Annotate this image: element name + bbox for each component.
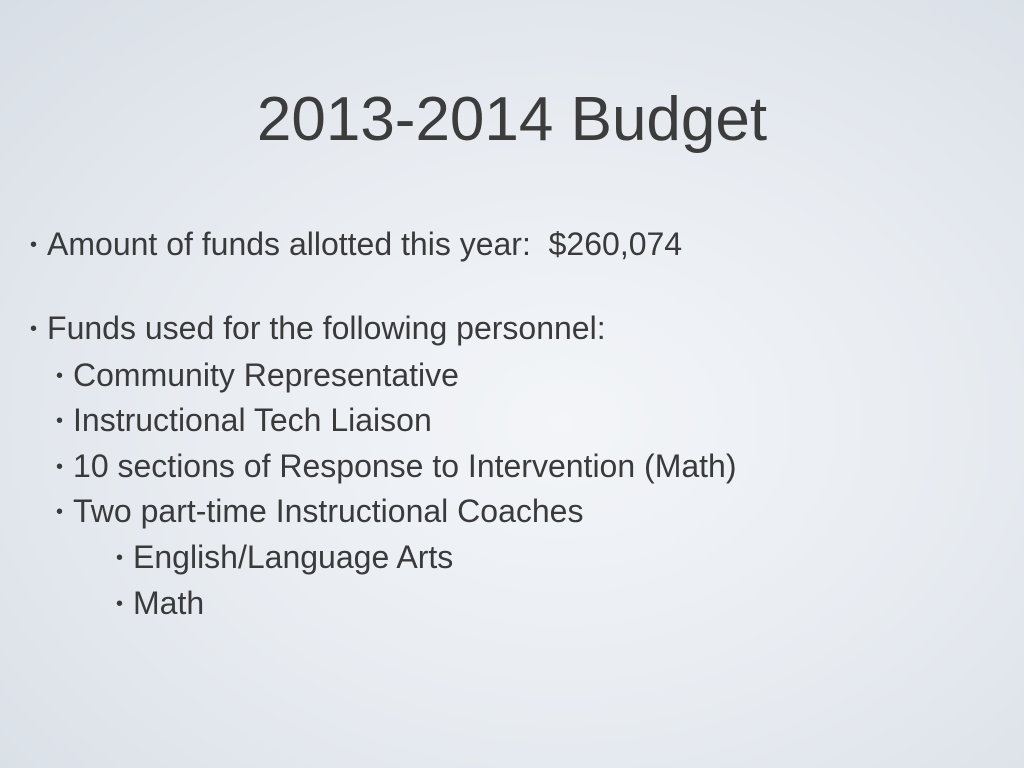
bullet-dot: • — [56, 501, 64, 523]
bullet-instructional-coaches — [56, 491, 583, 532]
bullet-funds-used — [30, 308, 606, 349]
bullet-dot: • — [30, 318, 38, 340]
bullet-text: Two part-time Instructional Coaches — [73, 493, 584, 529]
bullet-dot: • — [30, 234, 38, 256]
bullet-text: English/Language Arts — [133, 539, 454, 575]
bullet-dot: • — [116, 547, 124, 569]
bullet-funds-allotted — [30, 224, 682, 265]
bullet-dot: • — [56, 410, 64, 432]
bullet-english-language-arts — [116, 537, 453, 578]
bullet-text: Instructional Tech Liaison — [73, 402, 432, 438]
bullet-text: Math — [133, 585, 205, 621]
bullet-instructional-tech-liaison — [56, 400, 432, 441]
bullet-dot: • — [56, 365, 64, 387]
bullet-rti-sections — [56, 446, 736, 487]
bullet-community-representative — [56, 355, 459, 396]
bullet-text: Amount of funds allotted this year: $260,074 — [47, 226, 683, 262]
bullet-math — [116, 583, 204, 624]
bullet-dot: • — [116, 593, 124, 615]
slide-title: 2013-2014 Budget — [256, 85, 768, 154]
bullet-text: Community Representative — [73, 357, 459, 393]
bullet-dot: • — [56, 456, 64, 478]
bullet-text: 10 sections of Response to Intervention (Math) — [73, 448, 737, 484]
bullet-text: Funds used for the following personnel: — [47, 310, 606, 346]
